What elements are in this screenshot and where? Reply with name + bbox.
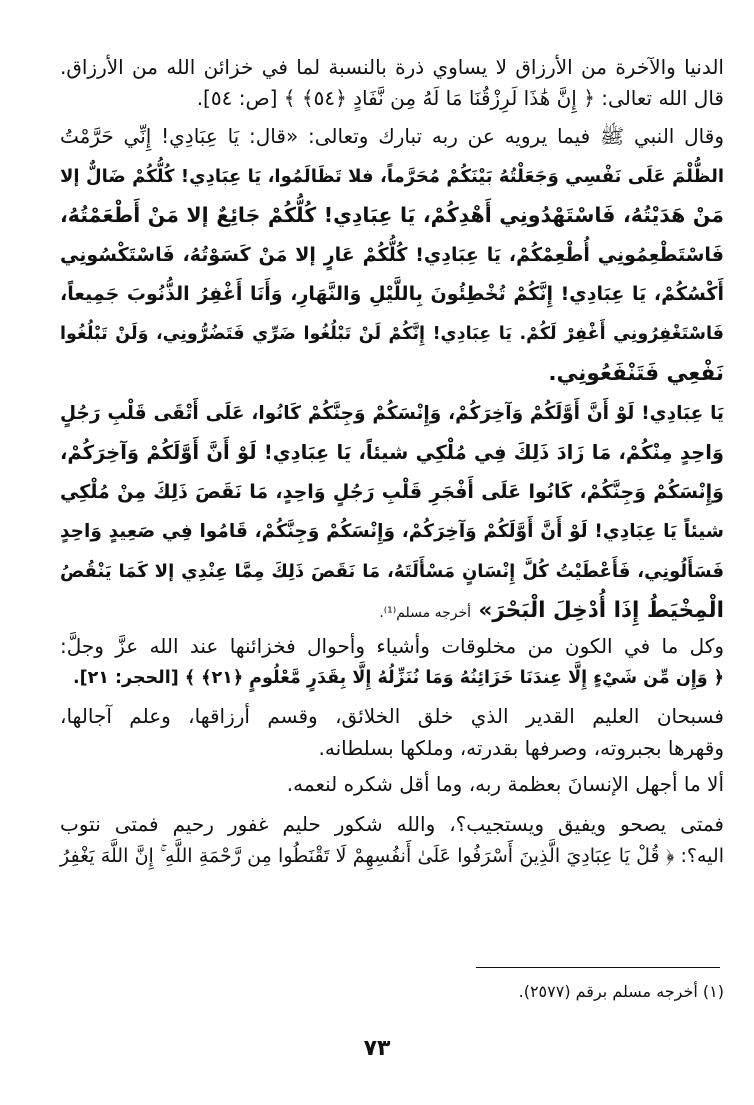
- hadith-line: أَكْسُكُمْ، يَا عِبَادِي! إِنَّكُمْ تُخْطِئُونَ بِاللَّيْلِ وَالنَّهَارِ، وَأَنَا أَغْفِرُ الذُّنُوبَ جَمِيعاً،: [60, 283, 724, 305]
- hadith-line: الظُّلْمَ عَلَى نَفْسِي وَجَعَلْتُهُ بَيْنَكُمْ مُحَرَّماً، فلا تَظَالَمُوا، يَا عِبَادِي! كُلُّكُمْ ضَالٌّ إلا: [60, 165, 724, 187]
- hadith-line: وَإِنْسَكُمْ وَجِنَّكُمْ، كَانُوا عَلَى أَفْجَرِ قَلْبِ رَجُلٍ وَاحِدٍ، مَا نَقَصَ ذَلِكَ مِنْ مُلْكِي: [60, 480, 724, 503]
- hadith-line: مَنْ هَدَيْتُهُ، فَاسْتَهْدُونِي أَهْدِكُمْ، يَا عِبَادِي! كُلُّكُمْ جَائِعٌ إلا مَنْ أَطْعَمْتُهُ،: [60, 203, 724, 227]
- hadith-final-line: [60, 591, 724, 634]
- text-line: ألا ما أجهل الإنسانَ بعظمة ربه، وما أقل شكره لنعمه.: [286, 772, 724, 796]
- closing-paragraph: [60, 630, 724, 872]
- footnote: (١) أخرجه مسلم برقم (٢٥٧٧).: [518, 982, 724, 1001]
- text-line: وقهرها بجبروته، وصرفها بقدرته، وملكها بسلطانه.: [318, 736, 724, 760]
- hadith-final-text: الْمِخْيَطُ إِذَا أُدْخِلَ الْبَحْرَ»: [478, 598, 724, 623]
- quran-verse-line: اليه؟: ﴿ قُلْ يَا عِبَادِيَ الَّذِينَ أَسْرَفُوا عَلَىٰ أَنفُسِهِمْ لَا تَقْنَطُوا مِن رَّحْمَةِ اللَّهِ ۚ إِنَّ اللَّهَ يَغْفِرُ: [60, 845, 724, 867]
- page-number: ٧٣: [363, 1036, 391, 1061]
- hadith-line: وقال النبي ﷺ فيما يرويه عن ربه تبارك وتعالى: «قال: يَا عِبَادِي! إِنِّي حَرَّمْتُ: [60, 124, 724, 148]
- hadith-line: فَاسْتَغْفِرُونِي أَغْفِرْ لَكُمْ. يَا عِبَادِي! إِنَّكُمْ لَنْ تَبْلُغُوا ضَرِّي فَتَضُرُّونِي، وَلَنْ تَبْلُغُوا: [60, 323, 724, 344]
- hadith-line: شيئاً يَا عِبَادِي! لَوْ أَنَّ أَوَّلَكُمْ وَآخِرَكُمْ، وَإِنْسَكُمْ وَجِنَّكُمْ، قَامُوا فِي صَعِيدٍ وَاحِدٍ: [60, 521, 724, 542]
- footnote-divider: [476, 967, 720, 968]
- text-line: فمتى يصحو ويفيق ويستجيب؟، والله شكور حليم غفور رحيم فمتى نتوب: [60, 812, 724, 836]
- quran-verse-line: قال الله تعالى: ﴿ إِنَّ هَٰذَا لَرِزْقُنَا مَا لَهُ مِن نَّفَادٍ ﴿٥٤﴾ ﴾ [ص: ٥٤].: [196, 86, 724, 110]
- hadith-block: [60, 117, 724, 634]
- hadith-line: يَا عِبَادِي! لَوْ أَنَّ أَوَّلَكُمْ وَآخِرَكُمْ، وَإِنْسَكُمْ وَجِنَّكُمْ كَانُوا، عَلَى أَتْقَى قَلْبِ رَجُلٍ: [60, 402, 724, 424]
- hadith-line: نَفْعِي فَتَنْفَعُونِي.: [548, 361, 724, 386]
- hadith-line: فَاسْتَطْعِمُونِي أُطْعِمْكُمْ، يَا عِبَادِي! كُلُّكُمْ عَارٍ إلا مَنْ كَسَوْتُهُ، فَاسْتَكْسُونِي: [60, 243, 724, 266]
- hadith-line: وَاحِدٍ مِنْكُمْ، مَا زَادَ ذَلِكَ فِي مُلْكِي شيئاً، يَا عِبَادِي! لَوْ أَنَّ أَوَّلَكُمْ وَآخِرَكُمْ،: [60, 441, 724, 464]
- intro-paragraph: [60, 52, 724, 114]
- text-line: الدنيا والآخرة من الأرزاق لا يساوي ذرة بالنسبة لما في خزائن الله من الأرزاق.: [60, 55, 724, 79]
- hadith-source-reference: أخرجه مسلم⁽¹⁾.: [379, 605, 472, 621]
- hadith-line: فَسَأَلُونِي، فَأَعْطَيْتُ كُلَّ إِنْسَانٍ مَسْأَلَتَهُ، مَا نَقَصَ ذَلِكَ مِمَّا عِنْدِي إلا كَمَا يَنْقُصُ: [60, 560, 724, 582]
- text-line: وكل ما في الكون من مخلوقات وأشياء وأحوال فخزائنها عند الله عزَّ وجلَّ:: [60, 634, 724, 658]
- quran-verse-line: ﴿ وَإِن مِّن شَيْءٍ إِلَّا عِندَنَا خَزَائِنُهُ وَمَا نُنَزِّلُهُ إِلَّا بِقَدَرٍ مَّعْلُومٍ ﴿٢١﴾ ﴾ [الحجر: ٢١].: [72, 668, 724, 688]
- text-line: فسبحان العليم القدير الذي خلق الخلائق، وقسم أرزاقها، وعلم آجالها،: [60, 704, 724, 728]
